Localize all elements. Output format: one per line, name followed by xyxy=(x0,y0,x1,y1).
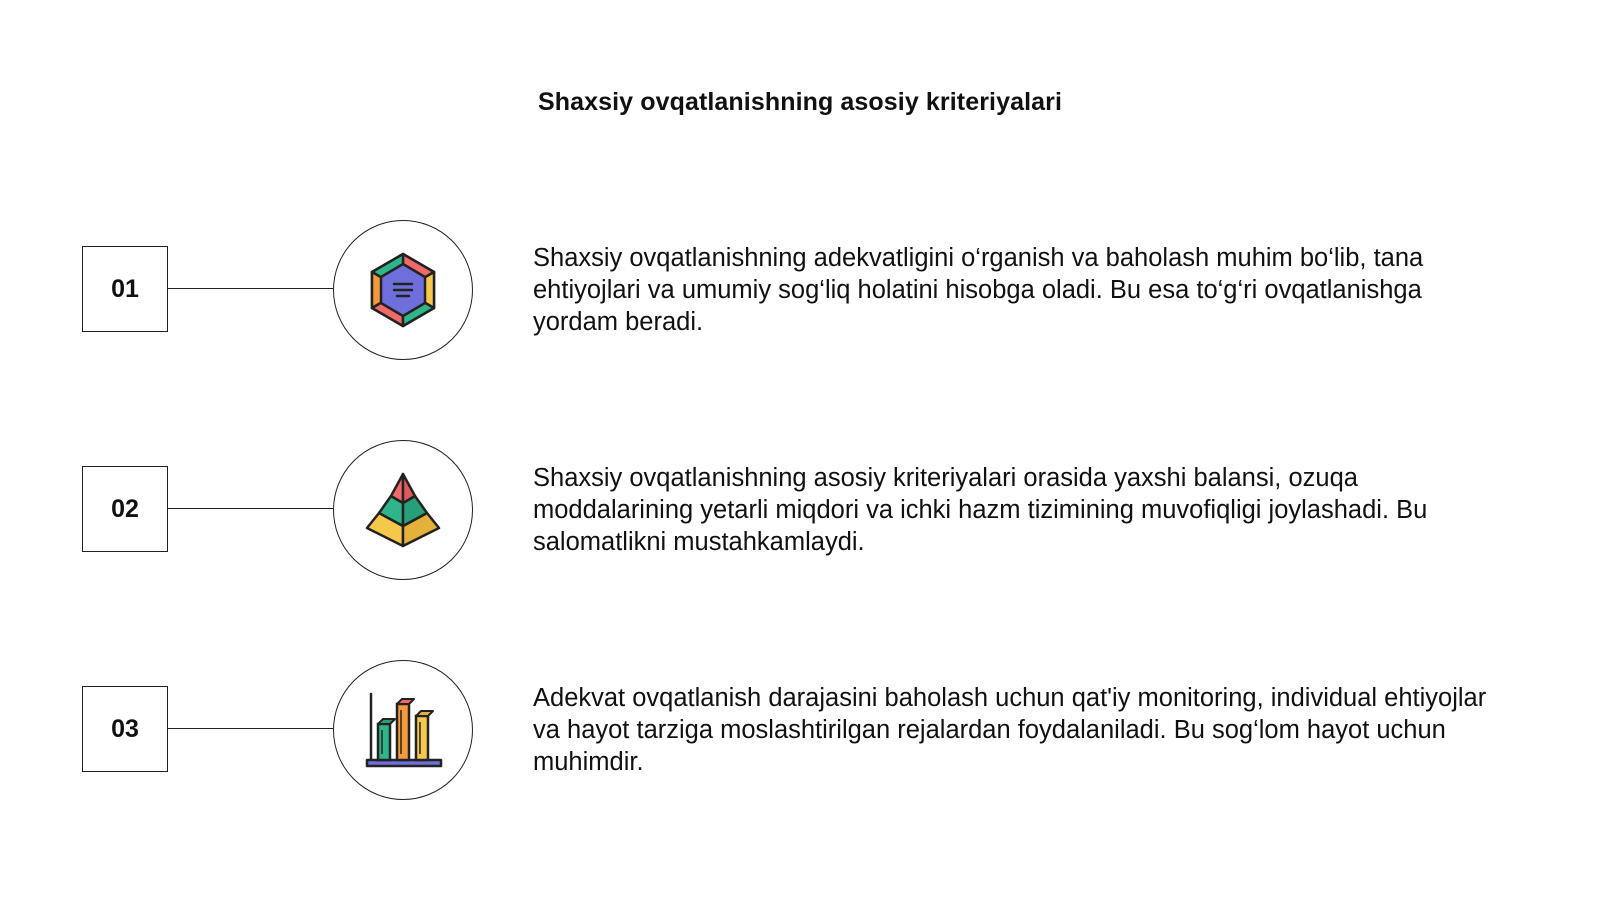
connector-line xyxy=(168,288,333,289)
hexagon-list-icon xyxy=(361,248,445,332)
page-title: Shaxsiy ovqatlanishning asosiy kriteriyalari xyxy=(537,88,1063,116)
item-description: Shaxsiy ovqatlanishning asosiy kriteriyalari orasida yaxshi balansi, ozuqa moddalarining yetarli miqdori va ichki hazm tizimining muvofiqligi joylashadi. Bu salomatlikni mustahkamlaydi. xyxy=(533,464,1428,556)
item-number-box: 03 xyxy=(82,686,168,772)
icon-circle xyxy=(333,660,473,800)
item-description: Shaxsiy ovqatlanishning adekvatligini o‘rganish va baholash muhim bo‘lib, tana ehtiyojlari va umumiy sog‘liq holatini hisobga oladi. Bu esa to‘g‘ri ovqatlanishga yordam beradi. xyxy=(533,244,1424,336)
criteria-item-3 xyxy=(0,660,1600,800)
connector-line xyxy=(168,508,333,509)
criteria-item-2 xyxy=(0,440,1600,580)
icon-circle xyxy=(333,440,473,580)
item-number-box: 02 xyxy=(82,466,168,552)
criteria-item-1 xyxy=(0,220,1600,360)
pyramid-icon xyxy=(361,468,445,552)
item-description: Adekvat ovqatlanish darajasini baholash uchun qat'iy monitoring, individual ehtiyojlar va hayot tarziga moslashtirilgan rejalardan foydalaniladi. Bu sog‘lom hayot uchun muhimdir. xyxy=(533,684,1487,776)
connector-line xyxy=(168,728,333,729)
bar-chart-icon xyxy=(361,688,445,772)
icon-circle xyxy=(333,220,473,360)
item-number-box: 01 xyxy=(82,246,168,332)
